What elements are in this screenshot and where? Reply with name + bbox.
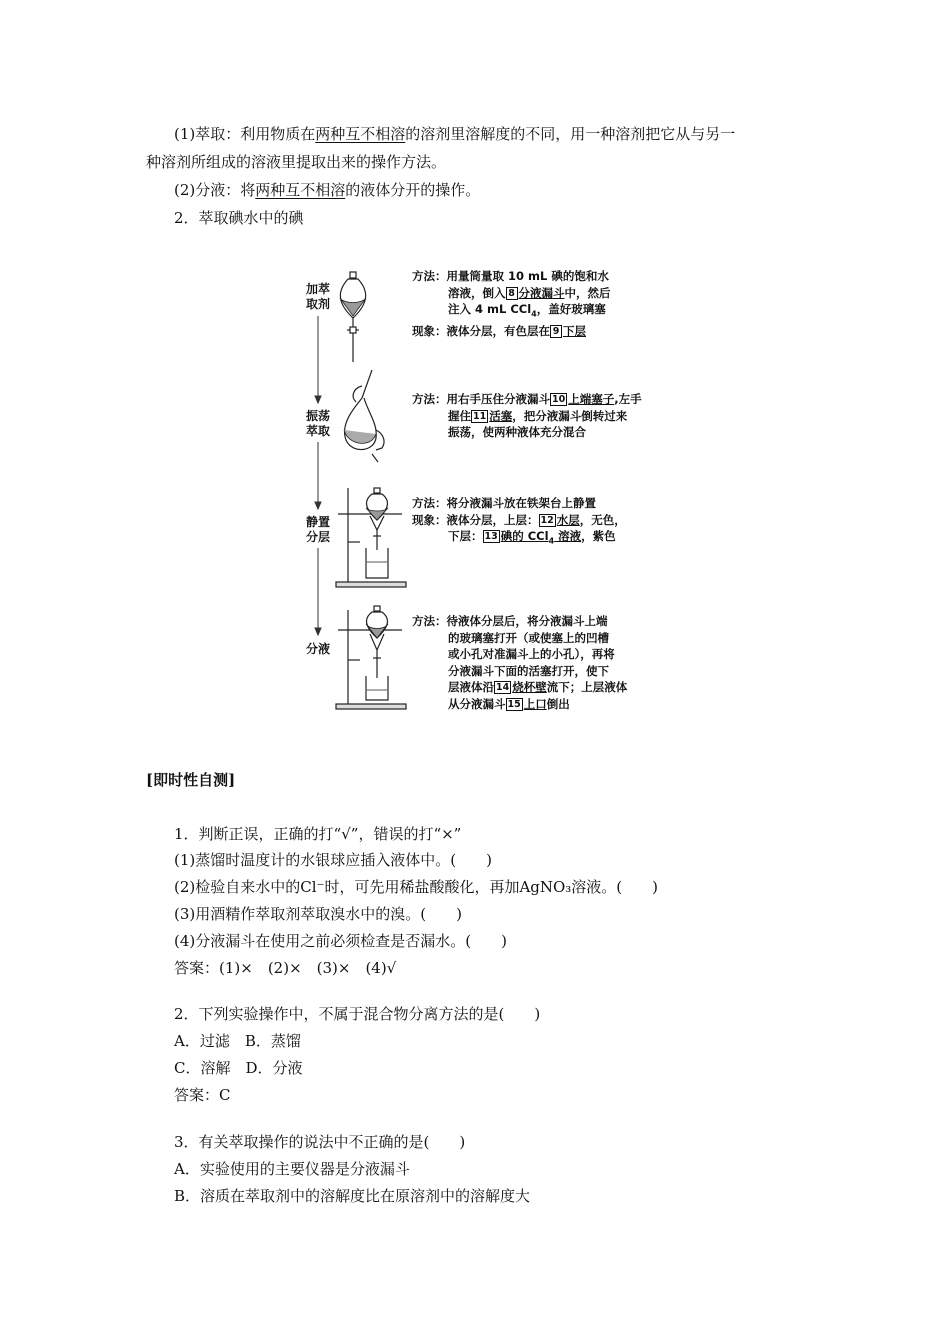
separation-definition [174,180,480,200]
step1-description [412,268,611,339]
question-2-answer: 答案：C [174,1086,231,1104]
question-3-stem: 3．有关萃取操作的说法中不正确的是( ) [174,1133,466,1151]
extraction-definition-line2: 种溶剂所组成的溶液里提取出来的操作方法。 [146,153,447,171]
desc-line [412,679,627,696]
text: ，盖好玻璃塞 [536,302,606,316]
text: 流下；上层液体 [546,680,628,694]
shaking-funnel-icon [332,368,392,466]
underlined-answer: 下层 [563,323,586,338]
question-3-option-a: A．实验使用的主要仪器是分液漏斗 [174,1160,410,1178]
text: 的溶剂里溶解度的不同，用一种溶剂把它从与另一 [405,125,736,143]
text: 中，然后 [564,285,611,300]
underlined-answer: 分液漏斗 [518,285,565,300]
text: 倒出 [546,696,570,711]
label-line: 分层 [305,530,330,544]
underlined-answer [500,529,582,546]
text: ,左手 [614,392,642,406]
text: 方法：用右手压住分液漏斗 [412,392,550,406]
text: 注入 4 mL CCl [448,302,532,316]
iron-stand-icon [330,478,410,590]
item-number: (1) [174,125,196,143]
underlined-answer: 烧杯壁 [512,680,547,694]
desc-line [412,528,626,550]
question-3-option-b: B．溶质在萃取剂中的溶解度比在原溶剂中的溶解度大 [174,1187,531,1205]
underlined-answer: 水层 [556,512,580,527]
desc-line [412,512,626,529]
desc-line [412,301,611,323]
label-line: 萃取 [305,424,330,438]
text: 下层： [448,529,483,543]
text: 现象：液体分层，上层： [412,512,539,527]
desc-line: 方法：待液体分层后，将分液漏斗上端 [412,614,608,628]
desc-line [412,408,642,425]
text: 的液体分开的操作。 [345,181,481,199]
question-1-stem: 1．判断正误，正确的打“√”，错误的打“×” [174,825,462,843]
underlined-answer: 两种互不相溶 [315,125,406,143]
underlined-answer: 上端塞子 [568,392,615,406]
step4-description [412,613,627,712]
text: ，紫色 [581,529,616,543]
subscript: 4 [548,536,555,546]
text: 碘的 CCl [500,529,549,543]
question-1-item: (2)检验自来水中的Cl⁻时，可先用稀盐酸酸化，再加AgNO₃溶液。( ) [174,878,659,896]
desc-line: 方法：用量筒量取 10 mL 碘的饱和水 [412,269,609,283]
desc-line: 分液漏斗下面的活塞打开，使下 [448,663,609,678]
answer-number-box: 12 [540,514,554,526]
answer-number-box: 10 [552,394,566,405]
question-1-item: (4)分液漏斗在使用之前必须检查是否漏水。( ) [174,932,507,950]
answer-number-box: 15 [507,698,521,710]
text: 分液：将 [195,181,256,199]
question-1-answer: 答案：(1)× (2)× (3)× (4)√ [174,959,397,977]
underlined-answer: 活塞 [489,408,513,423]
question-2-options: C．溶解 D．分液 [174,1059,303,1077]
question-1-item: (1)蒸馏时温度计的水银球应插入液体中。( ) [174,851,492,869]
text: 现象：液体分层，有色层在 [412,323,550,338]
question-2-options: A．过滤 B．蒸馏 [174,1032,301,1050]
underlined-answer: 两种互不相溶 [255,181,346,199]
answer-number-box: 13 [484,531,498,542]
answer-number-box: 8 [506,287,518,300]
desc-line: 振荡，使两种液体充分混合 [448,425,586,439]
text: 从分液漏斗 [448,696,506,711]
step3-description [412,495,626,550]
desc-line: 方法：将分液漏斗放在铁架台上静置 [412,496,596,510]
question-1-item: (3)用酒精作萃取剂萃取溴水中的溴。( ) [174,905,462,923]
desc-line [412,323,611,340]
desc-line [412,391,642,408]
subscript: 4 [531,309,537,319]
question-2-stem: 2．下列实验操作中，不属于混合物分离方法的是( ) [174,1005,541,1023]
answer-number-box: 14 [496,682,510,693]
desc-line [412,696,627,713]
label-line: 静置 [305,515,330,529]
answer-number-box: 11 [473,410,487,422]
separating-apparatus-icon [330,600,410,712]
extraction-definition [174,124,735,144]
label-line: 分液 [305,642,330,656]
desc-line [412,285,611,302]
text: ，无色， [579,512,626,527]
separatory-funnel-icon [334,270,374,370]
label-line: 振荡 [305,409,330,423]
answer-number-box: 9 [550,325,562,338]
text: ，把分液漏斗倒转过来 [512,408,628,423]
section-heading-2: 2．萃取碘水中的碘 [174,209,304,227]
text: 溶液，倒入 [448,285,506,300]
underlined-answer: 上口 [523,696,547,711]
text: 握住 [448,408,471,423]
label-line: 加萃 [305,282,330,296]
desc-line: 的玻璃塞打开（或使塞上的凹槽 [448,630,609,645]
text: 层液体沿 [448,680,494,694]
text: 萃取：利用物质在 [195,125,316,143]
quiz-heading: [即时性自测] [146,771,236,789]
text: 溶液 [554,529,582,543]
item-number: (2) [174,181,196,199]
desc-line: 或小孔对准漏斗上的小孔），再将 [448,647,615,661]
label-line: 取剂 [305,297,330,311]
step2-description [412,391,642,441]
